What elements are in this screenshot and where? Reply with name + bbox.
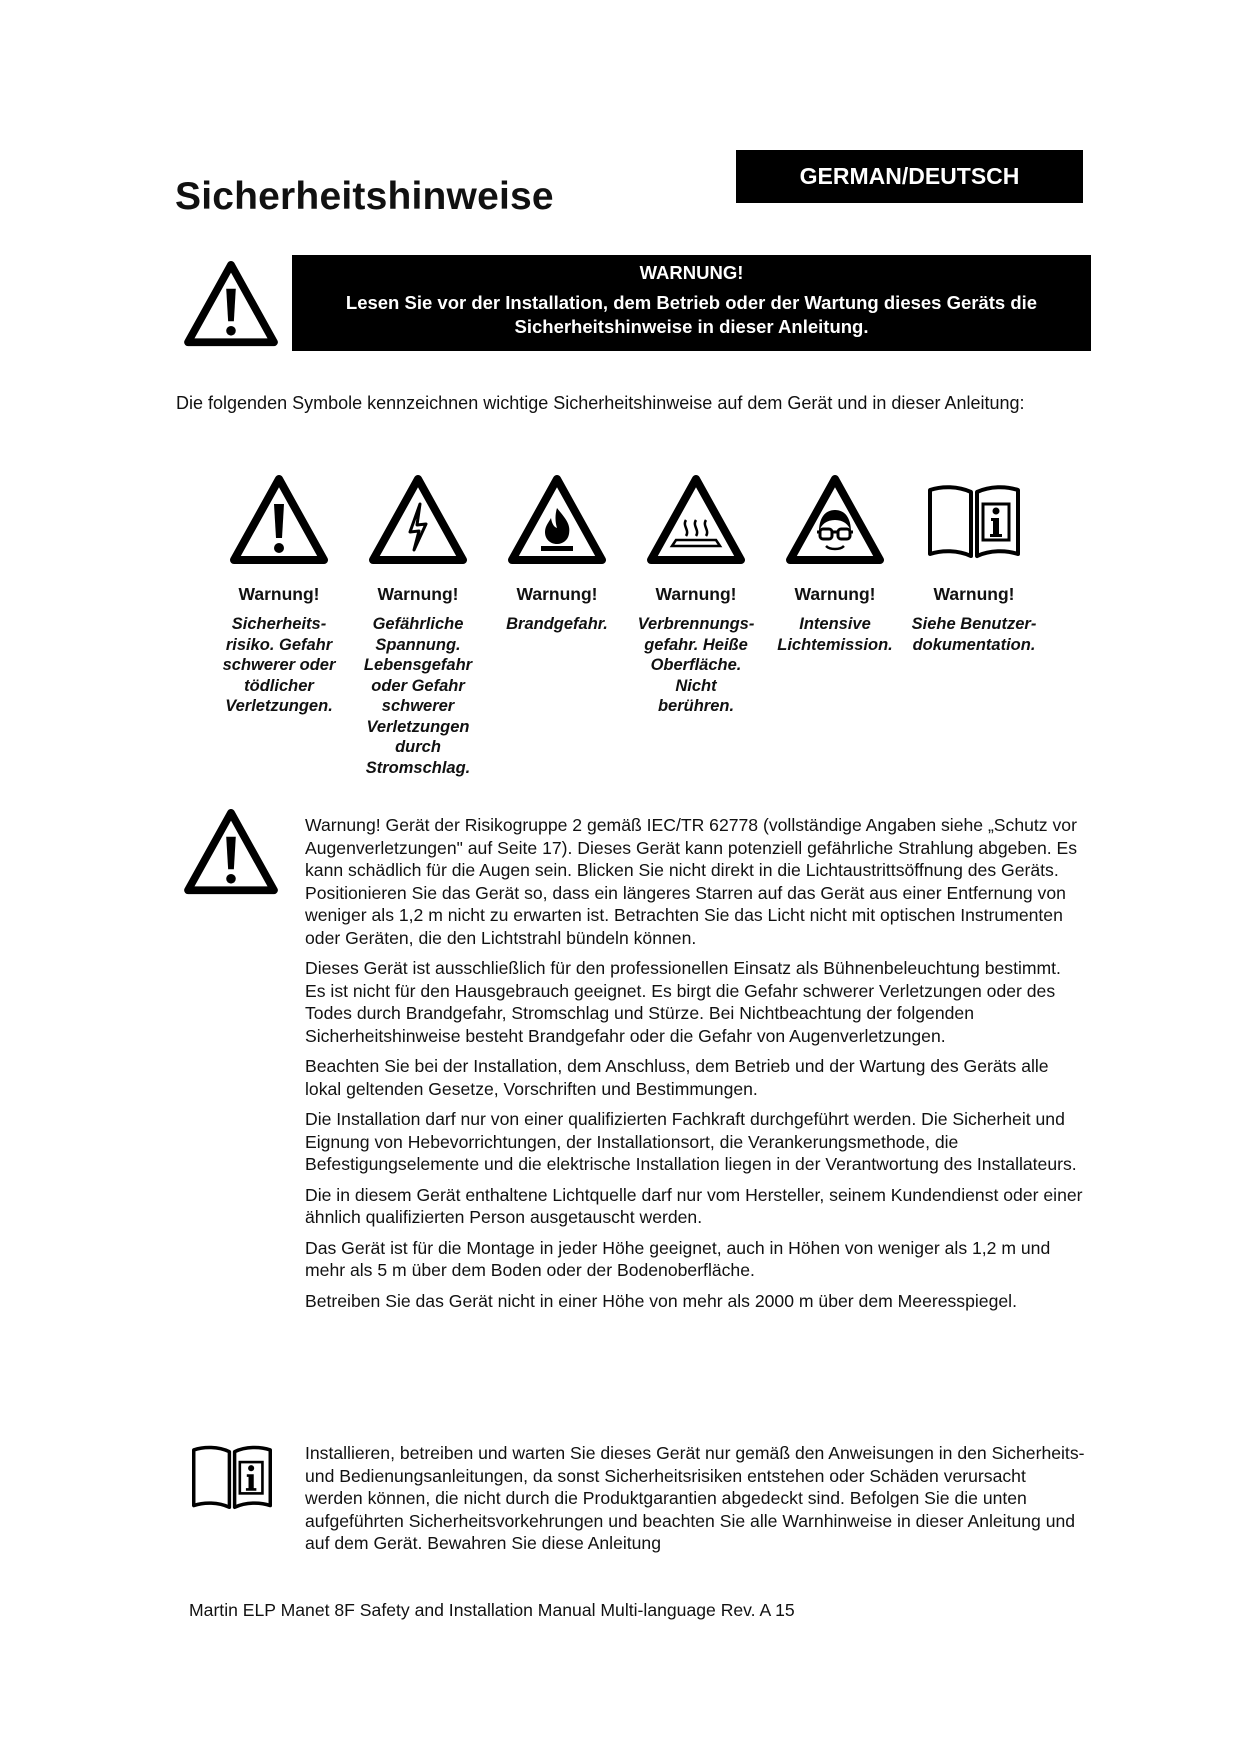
warning-banner bbox=[292, 255, 1091, 351]
symbol-manual-info bbox=[903, 474, 1045, 655]
warning-banner-line-1: Lesen Sie vor der Installation, dem Betrieb oder der Wartung dieses Geräts die bbox=[345, 292, 1038, 313]
warning-banner-heading: WARNUNG! bbox=[639, 262, 744, 283]
symbol-description: Gefährliche Spannung. Lebensgefahr oder Gefahr schwerer Verletzungen durch Stromschlag. bbox=[363, 615, 473, 777]
warning-triangle-icon bbox=[183, 260, 279, 348]
paragraph: Die Installation darf nur von einer qualifizierten Fachkraft durchgeführt werden. Die Sicherheit und Eignung von Hebevorrichtungen, der Installationsort, die Verankerungsmethode, die Befestigungselemente und die elektrische Installation liegen in der Verantwortung des Installateurs. bbox=[305, 1109, 1077, 1174]
symbol-heading: Warnung! bbox=[238, 584, 320, 604]
hot-surface-icon bbox=[646, 474, 746, 566]
manual-paragraph: Installieren, betreiben und warten Sie dieses Gerät nur gemäß den Anweisungen in den Sicherheits- und Bedienungsanleitungen, da sonst Sicherheitsrisiken entstehen oder Schäden verursacht werden können, die nicht durch die Produktgarantien abgedeckt sind. Befolgen Sie die unten aufgeführten Sicherheitsvorkehrungen und beachten Sie alle Warnhinweise in dieser Anleitung und auf dem Gerät. Bewahren Sie diese Anleitung bbox=[305, 1443, 1085, 1553]
warning-triangle-icon bbox=[183, 808, 279, 896]
paragraph: Beachten Sie bei der Installation, dem Anschluss, dem Betrieb und der Wartung des Geräts alle lokal geltenden Gesetze, Vorschriften und Bestimmungen. bbox=[305, 1056, 1049, 1099]
paragraph: Betreiben Sie das Gerät nicht in einer Höhe von mehr als 2000 m über dem Meeresspiegel. bbox=[305, 1290, 1017, 1311]
eye-protection-icon bbox=[785, 474, 885, 566]
symbol-eye-protection bbox=[764, 474, 906, 655]
symbol-hot-surface bbox=[625, 474, 767, 717]
electric-hazard-icon bbox=[368, 474, 468, 566]
fire-hazard-icon bbox=[507, 474, 607, 566]
paragraph: Das Gerät ist für die Montage in jeder Höhe geeignet, auch in Höhen von weniger als 1,2 m und mehr als 5 m über dem Boden oder der Bodenoberfläche. bbox=[305, 1237, 1051, 1280]
paragraph: Die in diesem Gerät enthaltene Lichtquelle darf nur vom Hersteller, seinem Kundendienst oder einer ähnlich qualifizierten Person ausgetauscht werden. bbox=[305, 1184, 1083, 1227]
manual-info-icon bbox=[186, 1436, 278, 1516]
symbol-electric-hazard bbox=[347, 474, 489, 778]
symbol-description: Verbrennungs- gefahr. Heiße Oberfläche. Nicht berühren. bbox=[637, 615, 755, 715]
symbol-description: Siehe Benutzer- dokumentation. bbox=[911, 615, 1037, 654]
symbol-general-warning bbox=[208, 474, 350, 717]
page-footer: Martin ELP Manet 8F Safety and Installation Manual Multi-language Rev. A 15 bbox=[189, 1600, 795, 1620]
symbol-description: Intensive Lichtemission. bbox=[777, 615, 893, 654]
paragraph: Warnung! Gerät der Risikogruppe 2 gemäß IEC/TR 62778 (vollständige Angaben siehe „Schutz vor Augenverletzungen" auf Seite 17). Dieses Gerät kann potenziell gefährliche Strahlung abgeben. Es kann schädlich für die Augen sein. Blicken Sie nicht direkt in die Lichtaustrittsöffnung des Geräts. Positionieren Sie das Gerät so, dass ein längeres Starren auf das Gerät aus einer Entfernung von weniger als 1,2 m nicht zu erwarten ist. Betrachten Sie das Licht nicht mit optischen Instrumenten oder Geräten, die den Lichtstrahl bündeln können. bbox=[305, 815, 1078, 948]
symbol-heading: Warnung! bbox=[655, 584, 737, 604]
manual-info-icon bbox=[924, 474, 1024, 566]
symbol-fire-hazard bbox=[486, 474, 628, 635]
warning-banner-line-2: Sicherheitshinweise in dieser Anleitung. bbox=[514, 316, 869, 337]
symbol-heading: Warnung! bbox=[933, 584, 1015, 604]
safety-body-text bbox=[305, 814, 1085, 1320]
general-warning-icon bbox=[229, 474, 329, 566]
paragraph: Dieses Gerät ist ausschließlich für den professionellen Einsatz als Bühnenbeleuchtung bestimmt. Es ist nicht für den Hausgebrauch geeignet. Es birgt die Gefahr schwerer Verletzungen oder des Todes durch Brandgefahr, Stromschlag und Stürze. Bei Nichtbeachtung der folgenden Sicherheitshinweise besteht Brandgefahr oder die Gefahr von Augenverletzungen. bbox=[305, 958, 1061, 1046]
symbol-heading: Warnung! bbox=[377, 584, 459, 604]
intro-text: Die folgenden Symbole kennzeichnen wichtige Sicherheitshinweise auf dem Gerät und in dieser Anleitung: bbox=[176, 393, 1025, 413]
symbol-description: Sicherheits- risiko. Gefahr schwerer oder tödlicher Verletzungen. bbox=[222, 615, 336, 715]
language-label: GERMAN/DEUTSCH bbox=[736, 150, 1083, 203]
symbol-description: Brandgefahr. bbox=[506, 615, 608, 633]
symbol-heading: Warnung! bbox=[794, 584, 876, 604]
symbol-heading: Warnung! bbox=[516, 584, 598, 604]
page-title: Sicherheitshinweise bbox=[175, 175, 554, 218]
